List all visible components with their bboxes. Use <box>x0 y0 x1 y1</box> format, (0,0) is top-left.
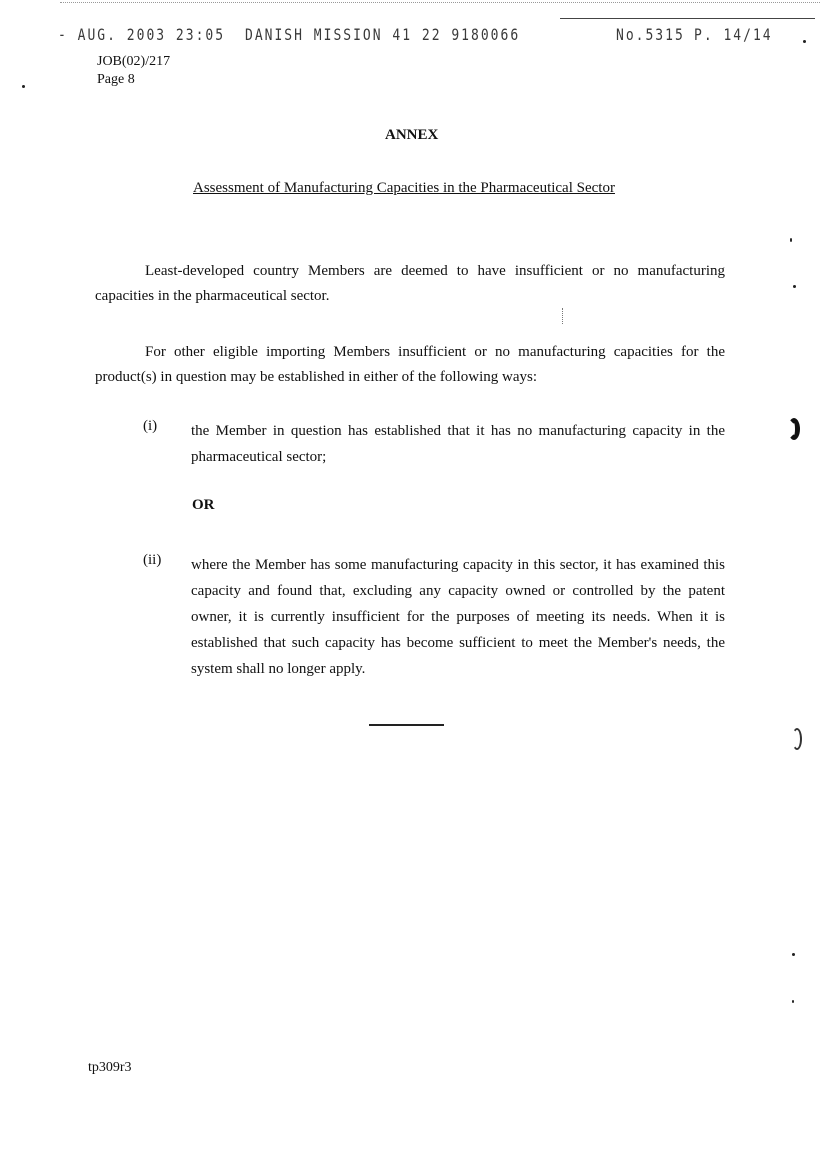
footer-reference: tp309r3 <box>88 1060 132 1075</box>
scan-speck <box>22 85 25 88</box>
page-number: Page 8 <box>97 72 135 87</box>
fax-header-rule <box>560 18 815 19</box>
annex-title: ANNEX <box>385 127 439 143</box>
end-rule <box>369 724 444 726</box>
or-connector: OR <box>192 497 215 513</box>
document-code: JOB(02)/217 <box>97 54 171 69</box>
item-text: where the Member has some manufacturing capacity in this sector, it has examined this capacity and found that, excluding any capacity owned or controlled by the patent owner, it is currently insufficient for the purposes of meeting its needs. When it is established that such capacity has become sufficient to meet the Member's needs, the system shall no longer apply. <box>191 557 725 677</box>
fax-page-info: P. 14/14 <box>694 26 773 45</box>
annex-subtitle: Assessment of Manufacturing Capacities in the Pharmaceutical Sector <box>193 180 615 196</box>
scan-speck <box>790 238 792 242</box>
paragraph-text: Least-developed country Members are deemed to have insufficient or no manufacturing capacities in the pharmaceutical sector. <box>95 263 725 304</box>
punch-hole-mark <box>788 418 800 440</box>
item-number: (i) <box>143 418 158 434</box>
scan-speck <box>793 285 796 288</box>
fax-sender: DANISH MISSION 41 22 9180066 <box>245 26 521 45</box>
scan-speck <box>792 1000 794 1003</box>
paragraph-ldc <box>95 259 725 309</box>
item-text: the Member in question has established that it has no manufacturing capacity in the pharmaceutical sector; <box>191 423 725 465</box>
punch-hole-mark <box>792 728 802 750</box>
paragraph-text: For other eligible importing Members insufficient or no manufacturing capacities for the product(s) in question may be established in either of the following ways: <box>95 344 725 385</box>
fax-number: No.5315 <box>616 26 685 45</box>
item-number: (ii) <box>143 552 162 568</box>
scan-speck <box>803 40 806 43</box>
fax-top-dotted-edge <box>60 2 820 4</box>
paragraph-other-members <box>95 340 725 390</box>
scan-speck <box>792 953 795 956</box>
fax-date-time: - AUG. 2003 23:05 <box>58 26 226 45</box>
scan-mark <box>562 308 564 324</box>
